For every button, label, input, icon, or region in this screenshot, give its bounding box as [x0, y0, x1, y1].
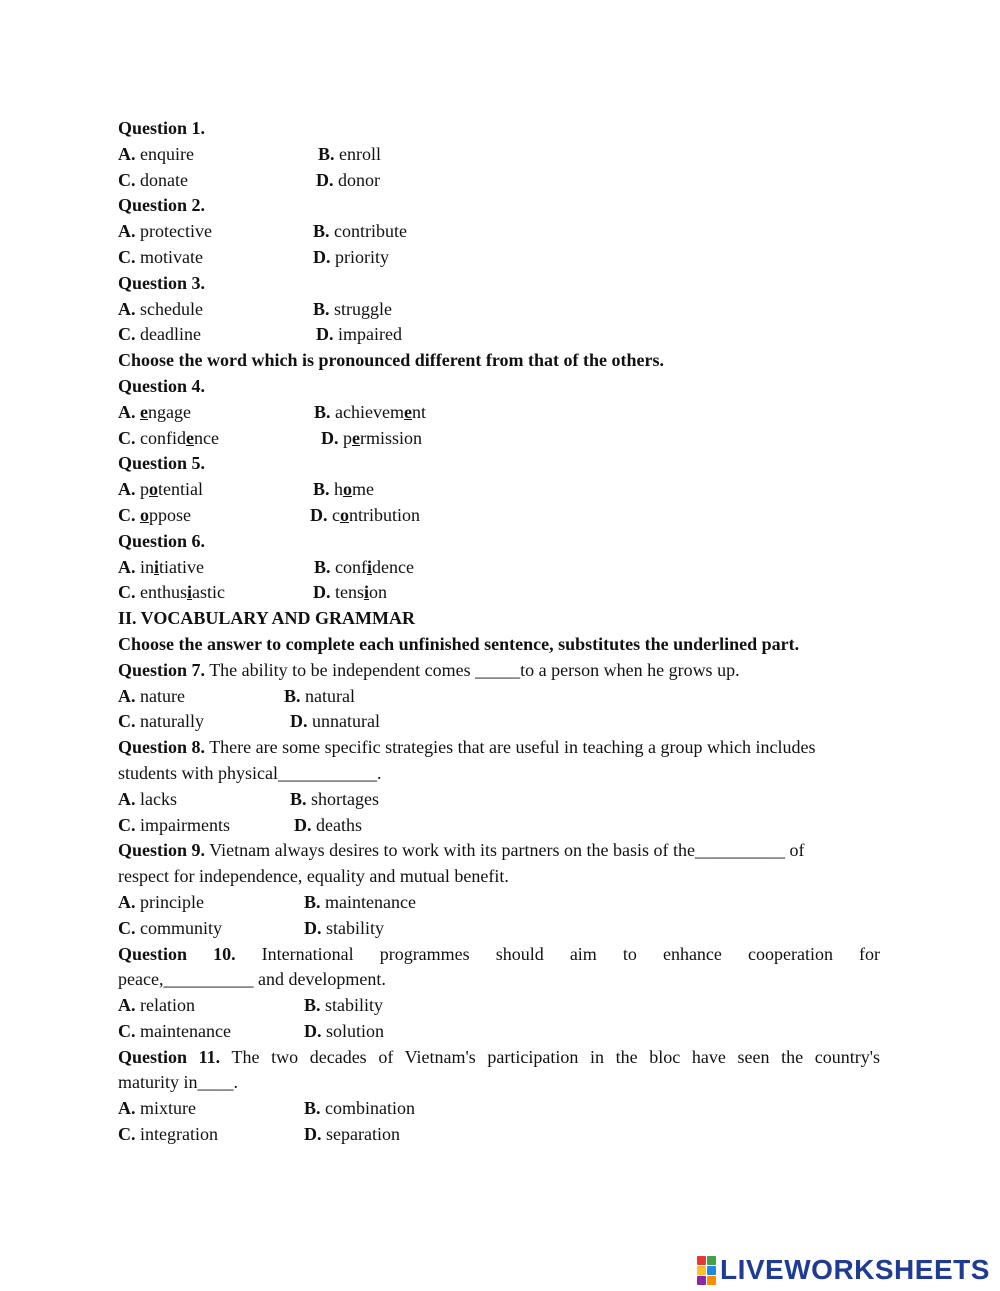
option-row	[118, 219, 880, 245]
question-stem-cont: maturity in____.	[118, 1072, 238, 1093]
option-row	[118, 555, 880, 581]
option-row	[118, 684, 880, 710]
option-row	[118, 1096, 880, 1122]
logo-block	[707, 1266, 716, 1275]
instruction-pronunciation: Choose the word which is pronounced different from that of the others.	[118, 350, 664, 371]
option-a[interactable]: A. potential	[118, 479, 203, 500]
option-c[interactable]: C. enthusiastic	[118, 582, 226, 603]
option-c[interactable]: C. motivate	[118, 246, 203, 267]
option-a[interactable]: A. nature	[118, 685, 185, 706]
option-row	[118, 787, 880, 813]
option-row	[118, 400, 880, 426]
option-c[interactable]: C. naturally	[118, 711, 204, 732]
instruction-vocab: Choose the answer to complete each unfinished sentence, substitutes the underlined part.	[118, 633, 800, 654]
logo-blocks-icon	[697, 1256, 716, 1285]
option-b[interactable]: B. struggle	[313, 298, 393, 319]
option-row	[118, 426, 880, 452]
option-row	[118, 1019, 880, 1045]
option-b[interactable]: B. contribute	[313, 221, 407, 242]
option-c[interactable]: C. integration	[118, 1124, 218, 1145]
option-row	[118, 1122, 880, 1148]
option-c[interactable]: C. confidence	[118, 427, 219, 448]
option-row	[118, 297, 880, 323]
question-stem: Question 8. There are some specific strategies that are useful in teaching a group which includes	[118, 737, 816, 758]
option-d[interactable]: D. donor	[316, 169, 380, 190]
option-row	[118, 477, 880, 503]
option-a[interactable]: A. schedule	[118, 298, 203, 319]
question-stem: Question 7. The ability to be independent comes _____to a person when he grows up.	[118, 659, 740, 680]
brand-name: LIVEWORKSHEETS	[720, 1254, 990, 1285]
option-c[interactable]: C. oppose	[118, 504, 191, 525]
option-row	[118, 890, 880, 916]
option-d[interactable]: D. priority	[313, 246, 389, 267]
option-d[interactable]: D. tension	[313, 582, 388, 603]
option-d[interactable]: D. separation	[304, 1124, 400, 1145]
option-a[interactable]: A. enquire	[118, 143, 194, 164]
question-stem: Question 9. Vietnam always desires to work with its partners on the basis of the__________ of	[118, 840, 805, 861]
logo-block	[707, 1256, 716, 1265]
option-d[interactable]: D. impaired	[316, 324, 402, 345]
option-a[interactable]: A. relation	[118, 995, 195, 1016]
option-b[interactable]: B. enroll	[318, 143, 382, 164]
option-row	[118, 168, 880, 194]
question-label: Question 4.	[118, 375, 206, 396]
section-title: II. VOCABULARY AND GRAMMAR	[118, 608, 416, 629]
option-c[interactable]: C. impairments	[118, 814, 230, 835]
option-b[interactable]: B. natural	[284, 685, 355, 706]
question-label: Question 2.	[118, 195, 206, 216]
option-b[interactable]: B. maintenance	[304, 891, 416, 912]
option-a[interactable]: A. initiative	[118, 556, 205, 577]
option-d[interactable]: D. stability	[304, 917, 384, 938]
option-b[interactable]: B. home	[313, 479, 375, 500]
option-d[interactable]: D. solution	[304, 1020, 385, 1041]
question-label: Question 3.	[118, 272, 206, 293]
question-label: Question 1.	[118, 118, 206, 138]
logo-block	[697, 1256, 706, 1265]
option-c[interactable]: C. deadline	[118, 324, 201, 345]
option-row	[118, 916, 880, 942]
question-stem: Question 10. International programmes should aim to enhance cooperation for	[118, 943, 881, 964]
question-label: Question 5.	[118, 453, 206, 474]
option-row	[118, 503, 880, 529]
option-a[interactable]: A. principle	[118, 891, 204, 912]
option-row	[118, 322, 880, 348]
option-row	[118, 993, 880, 1019]
logo-block	[697, 1276, 706, 1285]
option-d[interactable]: D. contribution	[310, 504, 420, 525]
option-row	[118, 142, 880, 168]
question-stem-cont: respect for independence, equality and mutual benefit.	[118, 866, 509, 887]
option-d[interactable]: D. unnatural	[290, 711, 380, 732]
logo-block	[707, 1276, 716, 1285]
option-row	[118, 245, 880, 271]
option-row	[118, 709, 880, 735]
question-stem-cont: peace,__________ and development.	[118, 969, 386, 990]
option-a[interactable]: A. engage	[118, 401, 191, 422]
question-stem: Question 11. The two decades of Vietnam's participation in the bloc have seen the country's	[118, 1046, 880, 1067]
question-stem-cont: students with physical___________.	[118, 762, 382, 783]
logo-block	[697, 1266, 706, 1275]
option-b[interactable]: B. combination	[304, 1098, 415, 1119]
option-d[interactable]: D. deaths	[294, 814, 362, 835]
worksheet	[118, 116, 880, 1148]
option-c[interactable]: C. community	[118, 917, 222, 938]
option-b[interactable]: B. stability	[304, 995, 384, 1016]
option-b[interactable]: B. confidence	[314, 556, 414, 577]
option-a[interactable]: A. lacks	[118, 788, 177, 809]
option-b[interactable]: B. shortages	[290, 788, 379, 809]
option-c[interactable]: C. donate	[118, 169, 188, 190]
option-d[interactable]: D. permission	[321, 427, 423, 448]
question-label: Question 6.	[118, 530, 206, 551]
option-row	[118, 580, 880, 606]
option-b[interactable]: B. achievement	[314, 401, 426, 422]
option-row	[118, 813, 880, 839]
option-c[interactable]: C. maintenance	[118, 1020, 231, 1041]
liveworksheets-logo	[697, 1252, 990, 1288]
option-a[interactable]: A. mixture	[118, 1098, 196, 1119]
option-a[interactable]: A. protective	[118, 221, 212, 242]
